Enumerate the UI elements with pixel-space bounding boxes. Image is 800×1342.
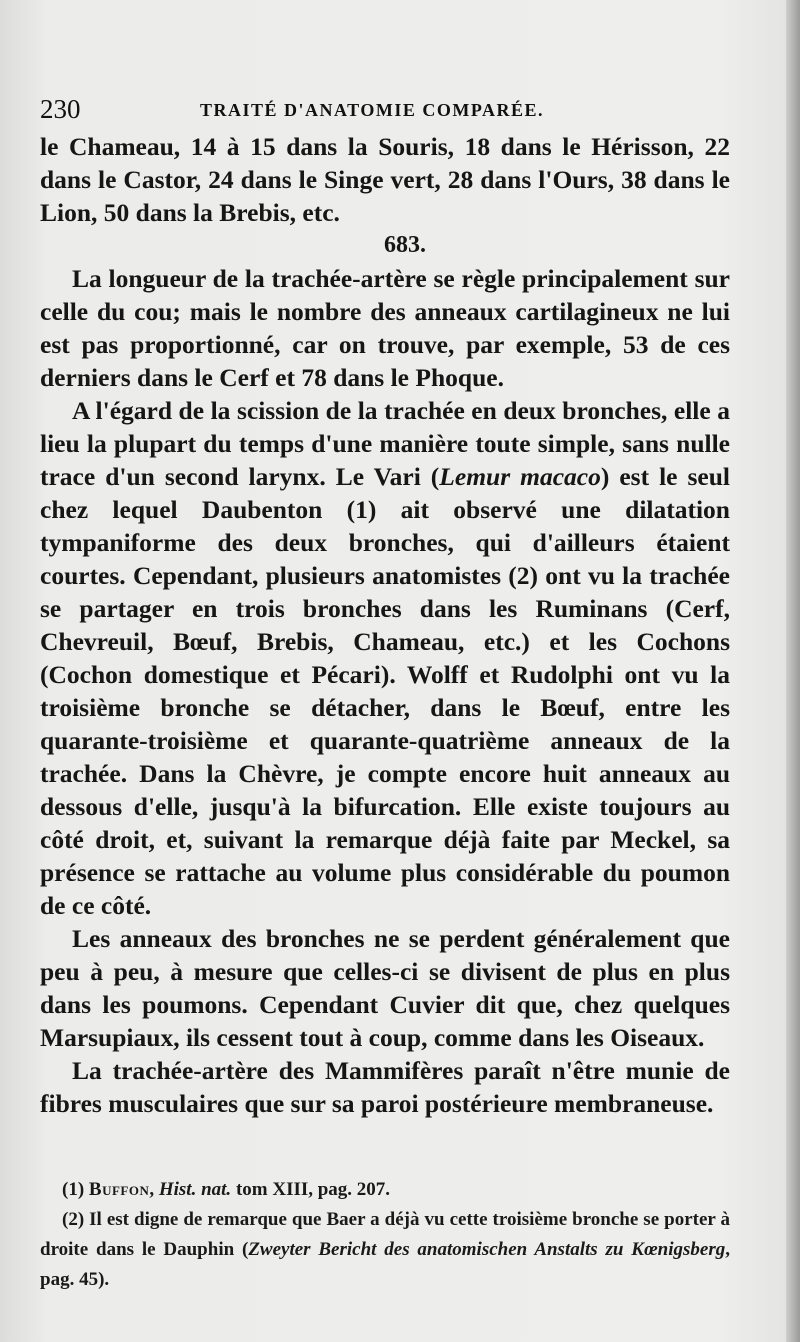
body-text (40, 130, 730, 1120)
running-title: TRAITÉ D'ANATOMIE COMPARÉE. (200, 100, 545, 120)
species-name: Lemur macaco (439, 462, 601, 491)
footnote-2-start: (2) Il est digne de remarque que Baer a déjà vu cette troisième bronche se porter à droite dans le Dauphin ( (40, 1209, 730, 1260)
footnote-1-title: Hist. nat. (158, 1179, 232, 1200)
page-edge-shadow (786, 0, 800, 1342)
footnote-1-marker: (1) (62, 1179, 85, 1200)
paragraph-text-end: ) est le seul chez lequel Daubenton (1) ait observé une dilatation tympaniforme des deux bronches, qui d'ailleurs étaient courtes. Cependant, plusieurs anatomistes (2) ont vu la trachée se partager en trois bronches dans les Ruminans (Cerf, Chevreuil, Bœuf, Brebis, Chameau, etc.) et les Cochons (Cochon domestique et Pécari). Wolff et Rudolphi ont vu la troisième bronche se détacher, dans le Bœuf, entre les quarante-troisième et quarante-quatrième anneaux de la trachée. Dans la Chèvre, je compte encore huit anneaux au dessous d'elle, jusqu'à la bifurcation. Elle existe toujours au côté droit, et, suivant la remarque déjà faite par Meckel, sa présence se rattache au volume plus considérable du poumon de ce côté. (40, 462, 730, 920)
footnote-1-author: Buffon (88, 1179, 150, 1200)
continued-paragraph: le Chameau, 14 à 15 dans la Souris, 18 dans le Hérisson, 22 dans le Castor, 24 dans le Singe vert, 28 dans l'Ours, 38 dans le Lion, 50 dans la Brebis, etc. (40, 132, 730, 227)
paragraph-text-start: A l'égard de la scission de la trachée en deux bronches, elle a lieu la plupart du temps d'une manière toute simple, sans nulle trace d'un second larynx. Le Vari ( (40, 396, 730, 491)
running-head (40, 94, 720, 124)
footnote-2 (40, 1205, 730, 1295)
footnote-2-title: Zweyter Bericht des anatomischen Anstalts zu Kœnigsberg (248, 1239, 726, 1260)
footnote-1: (1) Buffon, Hist. nat. tom XIII, pag. 207. (62, 1179, 391, 1200)
paragraph-bronchi-division (40, 394, 730, 922)
section-number: 683. (384, 232, 426, 258)
paragraph-trachea-length: La longueur de la trachée-artère se règle principalement sur celle du cou; mais le nombre des anneaux cartilagineux ne lui est pas proportionné, car on trouve, par exemple, 53 de ces derniers dans le Cerf et 78 dans le Phoque. (40, 264, 730, 392)
footnotes (40, 1175, 730, 1295)
page-number: 230 (40, 94, 81, 124)
footnote-1-rest: tom XIII, pag. 207. (231, 1179, 391, 1200)
paragraph-muscle-fibres: La trachée-artère des Mammifères paraît n'être munie de fibres musculaires que sur sa paroi postérieure membraneuse. (40, 1056, 730, 1118)
footnote-2-end: , pag. 45). (40, 1239, 730, 1290)
paragraph-bronchial-rings: Les anneaux des bronches ne se perdent généralement que peu à peu, à mesure que celles-ci se divisent de plus en plus dans les poumons. Cependant Cuvier dit que, chez quelques Marsupiaux, ils cessent tout à coup, comme dans les Oiseaux. (40, 924, 730, 1052)
